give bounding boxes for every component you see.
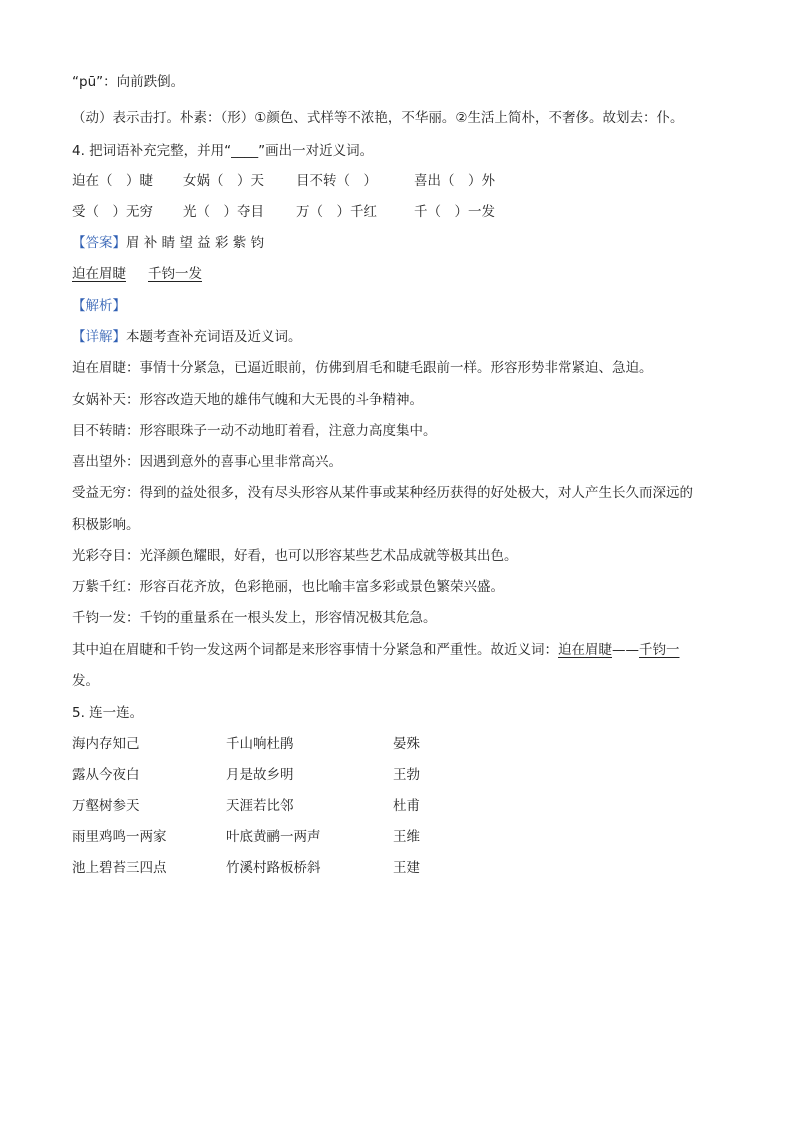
explanation-line: 千钧一发：千钧的重量系在一根头发上，形容情况极其危急。 [72, 610, 437, 626]
detail-tag: 【详解】 [72, 329, 126, 345]
verse-second-line: 叶底黄鹂一两声 [226, 829, 321, 845]
blank-phrase: 受（ ）无穷 [72, 204, 153, 220]
conclusion-word-2: 千钧一 [639, 642, 680, 658]
conclusion-line [72, 640, 680, 660]
synonym-word-1: 迫在眉睫 [72, 266, 126, 282]
verse-first-line: 雨里鸡鸣一两家 [72, 829, 167, 845]
analysis-tag: 【解析】 [72, 298, 126, 314]
blank-phrase: 女娲（ ）天 [183, 173, 264, 189]
detail-text: 本题考查补充词语及近义词。 [126, 329, 302, 345]
verse-first-line: 池上碧苔三四点 [72, 860, 167, 876]
verse-second-line: 天涯若比邻 [226, 798, 294, 814]
conclusion-text: 其中迫在眉睫和千钧一发这两个词都是来形容事情十分紧急和严重性。故近义词： [72, 642, 558, 658]
blank-phrase: 千（ ）一发 [414, 204, 495, 220]
blank-phrase: 喜出（ ）外 [414, 173, 495, 189]
explanation-line: 受益无穷：得到的益处很多，没有尽头形容从某件事或某种经历获得的好处极大，对人产生长久而深远的 [72, 485, 693, 501]
verse-second-line: 竹溪村路板桥斜 [226, 860, 321, 876]
question-5-prompt: 5. 连一连。 [72, 705, 144, 721]
poet-name: 晏殊 [393, 736, 420, 752]
explanation-line: 光彩夺目：光泽颜色耀眼，好看，也可以形容某些艺术品成就等极其出色。 [72, 548, 518, 564]
explanation-line: 目不转睛：形容眼珠子一动不动地盯着看，注意力高度集中。 [72, 423, 437, 439]
synonym-pair-line [72, 264, 202, 284]
answer-text: 眉 补 睛 望 益 彩 紫 钧 [126, 235, 265, 251]
explanation-line: 积极影响。 [72, 517, 140, 533]
verse-first-line: 万壑树参天 [72, 798, 140, 814]
explanation-line: 万紫千红：形容百花齐放，色彩艳丽，也比喻丰富多彩或景色繁荣兴盛。 [72, 579, 504, 595]
verse-second-line: 千山响杜鹃 [226, 736, 294, 752]
verse-second-line: 月是故乡明 [226, 767, 294, 783]
answer-tag: 【答案】 [72, 235, 126, 251]
blank-phrase: 万（ ）千红 [296, 204, 377, 220]
verse-first-line: 海内存知己 [72, 736, 140, 752]
detail-line [72, 327, 302, 347]
explanation-line: 迫在眉睫：事情十分紧急，已逼近眼前，仿佛到眉毛和睫毛跟前一样。形容形势非常紧迫、急迫。 [72, 360, 653, 376]
poet-name: 王勃 [393, 767, 420, 783]
explanation-line: 女娲补天：形容改造天地的雄伟气魄和大无畏的斗争精神。 [72, 392, 423, 408]
blank-phrase: 迫在（ ）睫 [72, 173, 153, 189]
poet-name: 王维 [393, 829, 420, 845]
conclusion-dash: —— [612, 642, 639, 658]
conclusion-word-1: 迫在眉睫 [558, 642, 612, 658]
question-4-prompt: 4. 把词语补充完整，并用“____”画出一对近义词。 [72, 143, 374, 159]
poet-name: 王建 [393, 860, 420, 876]
explanation-line: 喜出望外：因遇到意外的喜事心里非常高兴。 [72, 454, 342, 470]
blank-phrase: 目不转（ ） [296, 173, 377, 189]
blank-phrase: 光（ ）夺目 [183, 204, 264, 220]
conclusion-end: 发。 [72, 673, 99, 689]
verse-first-line: 露从今夜白 [72, 767, 140, 783]
synonym-word-2: 千钧一发 [148, 266, 202, 282]
answer-line [72, 233, 264, 253]
verb-explanation-line: （动）表示击打。朴素：（形）①颜色、式样等不浓艳，不华丽。②生活上简朴，不奢侈。故划去：仆。 [72, 110, 684, 126]
pronunciation-line: “pū”：向前跌倒。 [72, 74, 185, 90]
poet-name: 杜甫 [393, 798, 420, 814]
